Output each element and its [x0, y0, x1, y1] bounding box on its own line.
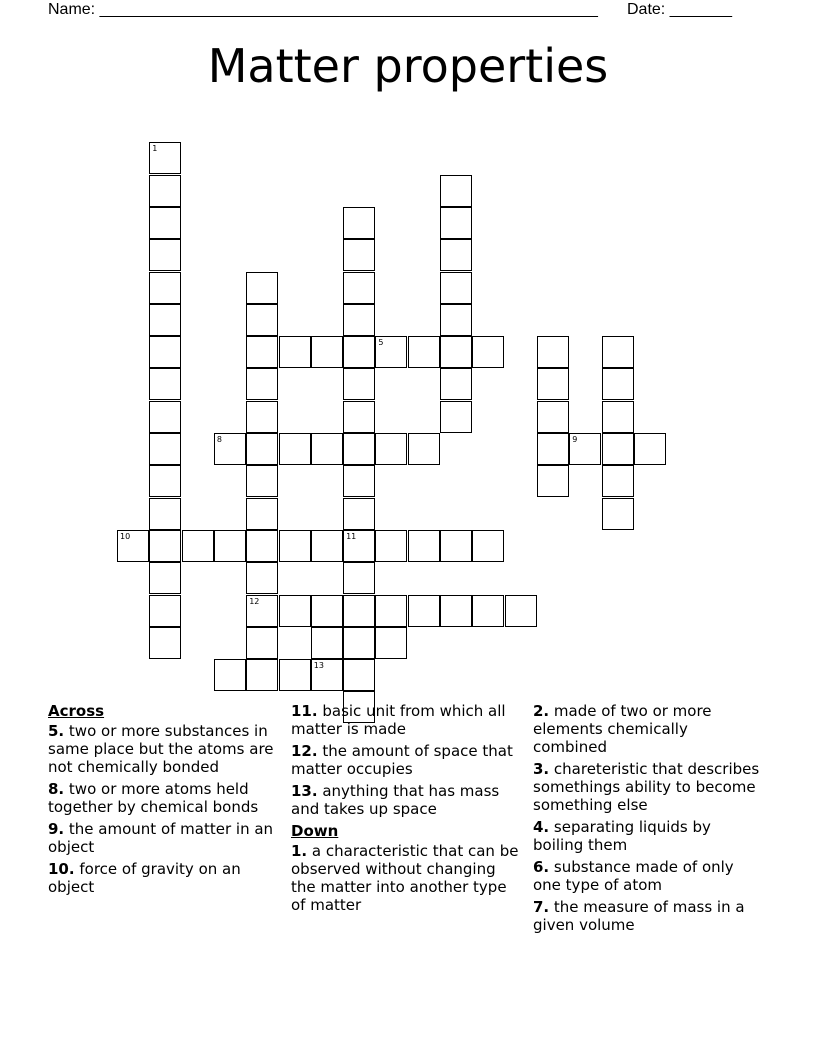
- crossword-cell[interactable]: [149, 595, 181, 627]
- crossword-cell[interactable]: [408, 595, 440, 627]
- clue-item-number: 3.: [533, 760, 550, 778]
- clue-item: [48, 722, 280, 776]
- clue-item: [291, 742, 523, 778]
- crossword-cell[interactable]: [569, 433, 601, 465]
- crossword-cell[interactable]: [149, 627, 181, 659]
- crossword-cell[interactable]: [472, 336, 504, 368]
- clue-item: [291, 782, 523, 818]
- crossword-cell[interactable]: [149, 465, 181, 497]
- crossword-cell[interactable]: [246, 272, 278, 304]
- clue-item: [291, 842, 523, 914]
- clue-item-number: 5.: [48, 722, 65, 740]
- clue-item: [533, 858, 765, 894]
- clue-item: [533, 702, 765, 756]
- crossword-cell[interactable]: [375, 595, 407, 627]
- crossword-cell[interactable]: [214, 659, 246, 691]
- crossword-cell[interactable]: [440, 530, 472, 562]
- clue-column-1: [48, 702, 280, 900]
- crossword-cell[interactable]: [440, 368, 472, 400]
- crossword-cell[interactable]: [343, 239, 375, 271]
- crossword-cell[interactable]: [246, 530, 278, 562]
- crossword-cell[interactable]: [149, 142, 181, 174]
- crossword-cell[interactable]: [537, 368, 569, 400]
- crossword-cell[interactable]: [375, 336, 407, 368]
- crossword-cell[interactable]: [246, 368, 278, 400]
- crossword-cell[interactable]: [375, 530, 407, 562]
- crossword-cell[interactable]: [343, 465, 375, 497]
- crossword-cell[interactable]: [343, 627, 375, 659]
- clue-number: 1: [152, 144, 158, 154]
- crossword-cell[interactable]: [440, 175, 472, 207]
- clue-number: 12: [249, 596, 260, 606]
- crossword-cell[interactable]: [343, 336, 375, 368]
- crossword-cell[interactable]: [149, 498, 181, 530]
- crossword-cell[interactable]: [311, 595, 343, 627]
- clue-item: [533, 818, 765, 854]
- crossword-cell[interactable]: [246, 498, 278, 530]
- crossword-cell[interactable]: [634, 433, 666, 465]
- crossword-cell[interactable]: [602, 498, 634, 530]
- clue-item-text: the amount of space that matter occupies: [291, 742, 513, 778]
- clue-item: [48, 860, 280, 896]
- crossword-cell[interactable]: [246, 627, 278, 659]
- clue-item: [48, 780, 280, 816]
- crossword-cell[interactable]: [440, 336, 472, 368]
- crossword-cell[interactable]: [246, 595, 278, 627]
- clue-item-text: anything that has mass and takes up space: [291, 782, 500, 818]
- crossword-cell[interactable]: [537, 401, 569, 433]
- clue-item-number: 6.: [533, 858, 550, 876]
- crossword-cell[interactable]: [537, 336, 569, 368]
- clue-item-number: 11.: [291, 702, 318, 720]
- crossword-cell[interactable]: [149, 433, 181, 465]
- clue-item-text: the measure of mass in a given volume: [533, 898, 745, 934]
- crossword-cell[interactable]: [440, 595, 472, 627]
- crossword-cell[interactable]: [246, 336, 278, 368]
- clue-item: [48, 820, 280, 856]
- clue-item-text: basic unit from which all matter is made: [291, 702, 506, 738]
- crossword-cell[interactable]: [602, 336, 634, 368]
- clue-item-text: made of two or more elements chemically combined: [533, 702, 712, 756]
- clue-section-heading: Across: [48, 702, 105, 720]
- crossword-cell[interactable]: [149, 272, 181, 304]
- crossword-cell[interactable]: [279, 336, 311, 368]
- clue-item-text: substance made of only one type of atom: [533, 858, 734, 894]
- clue-number: 10: [120, 531, 131, 541]
- crossword-cell[interactable]: [602, 465, 634, 497]
- clue-item-text: two or more substances in same place but the atoms are not chemically bonded: [48, 722, 274, 776]
- page-title: Matter properties: [207, 39, 609, 93]
- clue-item: [533, 898, 765, 934]
- crossword-cell[interactable]: [343, 207, 375, 239]
- clue-item-text: the amount of matter in an object: [48, 820, 274, 856]
- date-field-label: Date: _______: [627, 1, 732, 18]
- crossword-cell[interactable]: [311, 336, 343, 368]
- clue-item-text: two or more atoms held together by chemical bonds: [48, 780, 259, 816]
- crossword-cell[interactable]: [311, 433, 343, 465]
- crossword-cell[interactable]: [279, 433, 311, 465]
- crossword-cell[interactable]: [149, 562, 181, 594]
- crossword-cell[interactable]: [246, 304, 278, 336]
- crossword-cell[interactable]: [149, 239, 181, 271]
- crossword-cell[interactable]: [602, 368, 634, 400]
- crossword-cell[interactable]: [117, 530, 149, 562]
- crossword-cell[interactable]: [214, 530, 246, 562]
- crossword-cell[interactable]: [343, 595, 375, 627]
- crossword-cell[interactable]: [602, 433, 634, 465]
- clue-item-number: 2.: [533, 702, 550, 720]
- crossword-cell[interactable]: [537, 433, 569, 465]
- crossword-cell[interactable]: [279, 595, 311, 627]
- crossword-cell[interactable]: [343, 272, 375, 304]
- crossword-cell[interactable]: [375, 627, 407, 659]
- crossword-cell[interactable]: [440, 272, 472, 304]
- crossword-cell[interactable]: [149, 368, 181, 400]
- clue-item-number: 4.: [533, 818, 550, 836]
- crossword-cell[interactable]: [246, 433, 278, 465]
- crossword-cell[interactable]: [343, 401, 375, 433]
- clue-number: 9: [572, 435, 578, 444]
- crossword-cell[interactable]: [343, 530, 375, 562]
- crossword-cell[interactable]: [602, 401, 634, 433]
- crossword-cell[interactable]: [343, 659, 375, 691]
- clue-item-number: 7.: [533, 898, 550, 916]
- crossword-cell[interactable]: [505, 595, 537, 627]
- crossword-cell[interactable]: [408, 433, 440, 465]
- clue-number: 5: [378, 338, 384, 348]
- clue-number: 11: [346, 531, 357, 541]
- clue-column-2: [291, 702, 523, 918]
- clue-item: [533, 760, 765, 814]
- crossword-cell[interactable]: [149, 336, 181, 368]
- crossword-cell[interactable]: [472, 530, 504, 562]
- crossword-cell[interactable]: [472, 595, 504, 627]
- crossword-cell[interactable]: [311, 627, 343, 659]
- crossword-cell[interactable]: [246, 659, 278, 691]
- crossword-cell[interactable]: [149, 530, 181, 562]
- name-field-label: Name: ________________________________________________________: [48, 1, 598, 18]
- crossword-cell[interactable]: [440, 401, 472, 433]
- crossword-cell[interactable]: [343, 433, 375, 465]
- crossword-cell[interactable]: [440, 304, 472, 336]
- clue-item-text: force of gravity on an object: [48, 860, 241, 896]
- crossword-cell[interactable]: [343, 498, 375, 530]
- crossword-cell[interactable]: [246, 562, 278, 594]
- crossword-cell[interactable]: [408, 530, 440, 562]
- crossword-cell[interactable]: [149, 401, 181, 433]
- clue-item-number: 13.: [291, 782, 318, 800]
- clue-number: 13: [313, 661, 324, 671]
- clue-section-heading: Down: [291, 822, 339, 840]
- crossword-cell[interactable]: [408, 336, 440, 368]
- clue-item-text: chareteristic that describes somethings ability to become something else: [533, 760, 760, 814]
- crossword-cell[interactable]: [279, 659, 311, 691]
- clue-item-text: a characteristic that can be observed without changing the matter into another type of matter: [291, 842, 519, 914]
- crossword-cell[interactable]: [182, 530, 214, 562]
- clue-item-number: 1.: [291, 842, 308, 860]
- crossword-cell[interactable]: [537, 465, 569, 497]
- clue-item-number: 12.: [291, 742, 318, 760]
- crossword-cell[interactable]: [149, 304, 181, 336]
- clue-item-number: 8.: [48, 780, 65, 798]
- crossword-cell[interactable]: [246, 401, 278, 433]
- crossword-cell[interactable]: [375, 433, 407, 465]
- clue-number: 8: [216, 435, 222, 444]
- crossword-cell[interactable]: [440, 239, 472, 271]
- crossword-cell[interactable]: [149, 175, 181, 207]
- crossword-cell[interactable]: [440, 207, 472, 239]
- crossword-cell[interactable]: [279, 530, 311, 562]
- crossword-cell[interactable]: [311, 659, 343, 691]
- crossword-cell[interactable]: [214, 433, 246, 465]
- crossword-cell[interactable]: [311, 530, 343, 562]
- clue-item-number: 10.: [48, 860, 75, 878]
- crossword-cell[interactable]: [149, 207, 181, 239]
- clue-column-3: [533, 702, 765, 938]
- clue-item-number: 9.: [48, 820, 65, 838]
- crossword-cell[interactable]: [343, 304, 375, 336]
- clue-item: [291, 702, 523, 738]
- crossword-cell[interactable]: [343, 562, 375, 594]
- clue-item-text: separating liquids by boiling them: [533, 818, 711, 854]
- crossword-cell[interactable]: [246, 465, 278, 497]
- crossword-cell[interactable]: [343, 368, 375, 400]
